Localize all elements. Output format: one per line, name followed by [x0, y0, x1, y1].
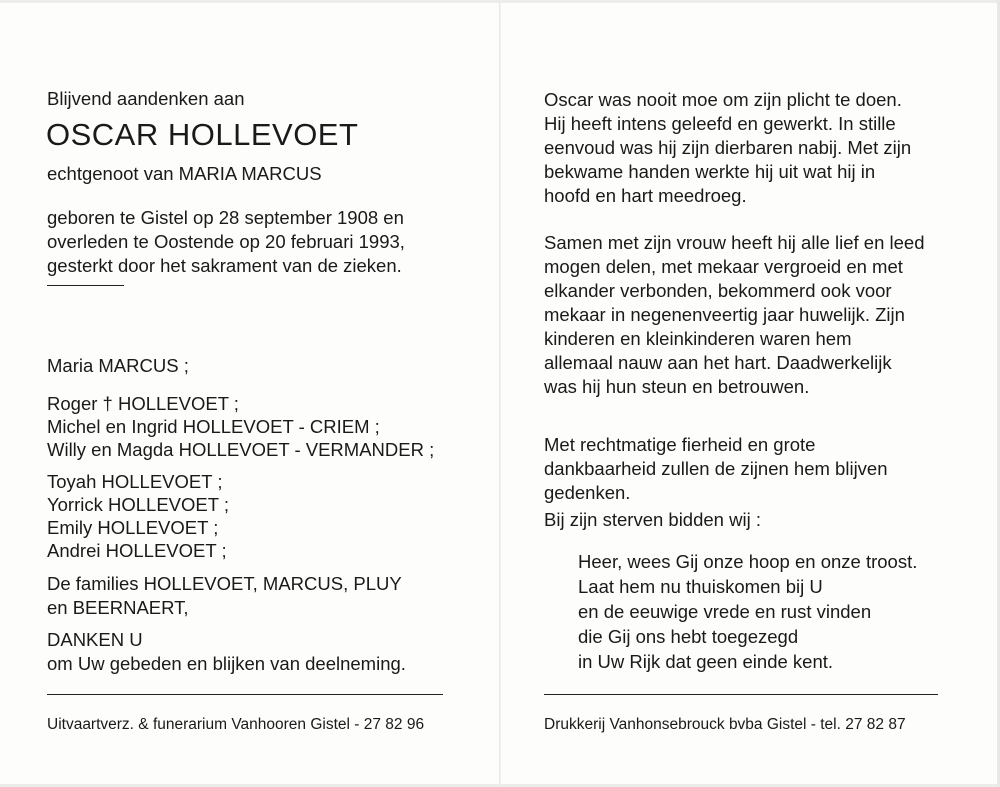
families-line: De families HOLLEVOET, MARCUS, PLUY — [47, 573, 402, 594]
paragraph-line: mekaar in negenenveertig jaar huwelijk. Zijn — [544, 304, 905, 325]
prayer-line: die Gij ons hebt toegezegd — [578, 626, 799, 647]
life-line: overleden te Oostende op 20 februari 1993, — [47, 231, 405, 252]
paragraph-line: mogen delen, met mekaar vergroeid en met — [544, 256, 903, 277]
paragraph-line: was hij hun steun en betrouwen. — [544, 376, 810, 397]
paragraph-line: kinderen en kleinkinderen waren hem — [544, 328, 852, 349]
paragraph-line: Samen met zijn vrouw heeft hij alle lief en leed — [544, 232, 925, 253]
paragraph-line: Met rechtmatige fierheid en grote — [544, 434, 816, 455]
prayer-line: en de eeuwige vrede en rust vinden — [578, 601, 872, 622]
family-line: Willy en Magda HOLLEVOET - VERMANDER ; — [47, 439, 435, 460]
family-line: Toyah HOLLEVOET ; — [47, 471, 223, 492]
prayer-line: Laat hem nu thuiskomen bij U — [578, 576, 823, 597]
prayer-line: Heer, wees Gij onze hoop en onze troost. — [578, 551, 918, 572]
families-line: en BEERNAERT, — [47, 597, 189, 618]
thanks-line: om Uw gebeden en blijken van deelneming. — [47, 653, 406, 674]
right-footer-text: Drukkerij Vanhonsebrouck bvba Gistel - tel. 27 82 87 — [544, 716, 906, 733]
paragraph-line: gedenken. — [544, 482, 631, 503]
family-line: Andrei HOLLEVOET ; — [47, 540, 227, 561]
short-divider — [47, 285, 124, 286]
thanks-line: DANKEN U — [47, 629, 143, 650]
paragraph-line: Bij zijn sterven bidden wij : — [544, 509, 761, 530]
life-line: gesterkt door het sakrament van de zieken. — [47, 255, 402, 276]
paragraph-line: elkander verbonden, bekommerd ook voor — [544, 280, 892, 301]
family-line: Michel en Ingrid HOLLEVOET - CRIEM ; — [47, 416, 380, 437]
spouse-text: echtgenoot van MARIA MARCUS — [47, 163, 322, 184]
family-line: Maria MARCUS ; — [47, 355, 189, 376]
paragraph-line: allemaal nauw aan het hart. Daadwerkelijk — [544, 352, 892, 373]
paragraph-line: Oscar was nooit moe om zijn plicht te doen. — [544, 89, 902, 110]
paragraph-line: Hij heeft intens geleefd en gewerkt. In stille — [544, 113, 896, 134]
life-line: geboren te Gistel op 28 september 1908 en — [47, 207, 404, 228]
family-line: Roger † HOLLEVOET ; — [47, 393, 239, 414]
paragraph-line: bekwame handen werkte hij uit wat hij in — [544, 161, 876, 182]
left-footer-divider — [47, 694, 443, 695]
intro-text: Blijvend aandenken aan — [47, 88, 245, 109]
paragraph-line: hoofd en hart meedroeg. — [544, 185, 747, 206]
deceased-name: OSCAR HOLLEVOET — [46, 117, 359, 152]
paragraph-line: dankbaarheid zullen de zijnen hem blijven — [544, 458, 888, 479]
right-footer-divider — [544, 694, 938, 695]
prayer-line: in Uw Rijk dat geen einde kent. — [578, 651, 834, 672]
paragraph-line: eenvoud was hij zijn dierbaren nabij. Met zijn — [544, 137, 912, 158]
left-footer-text: Uitvaartverz. & funerarium Vanhooren Gistel - 27 82 96 — [47, 716, 425, 733]
card-fold-line — [499, 0, 501, 787]
family-line: Yorrick HOLLEVOET ; — [47, 494, 229, 515]
family-line: Emily HOLLEVOET ; — [47, 517, 219, 538]
